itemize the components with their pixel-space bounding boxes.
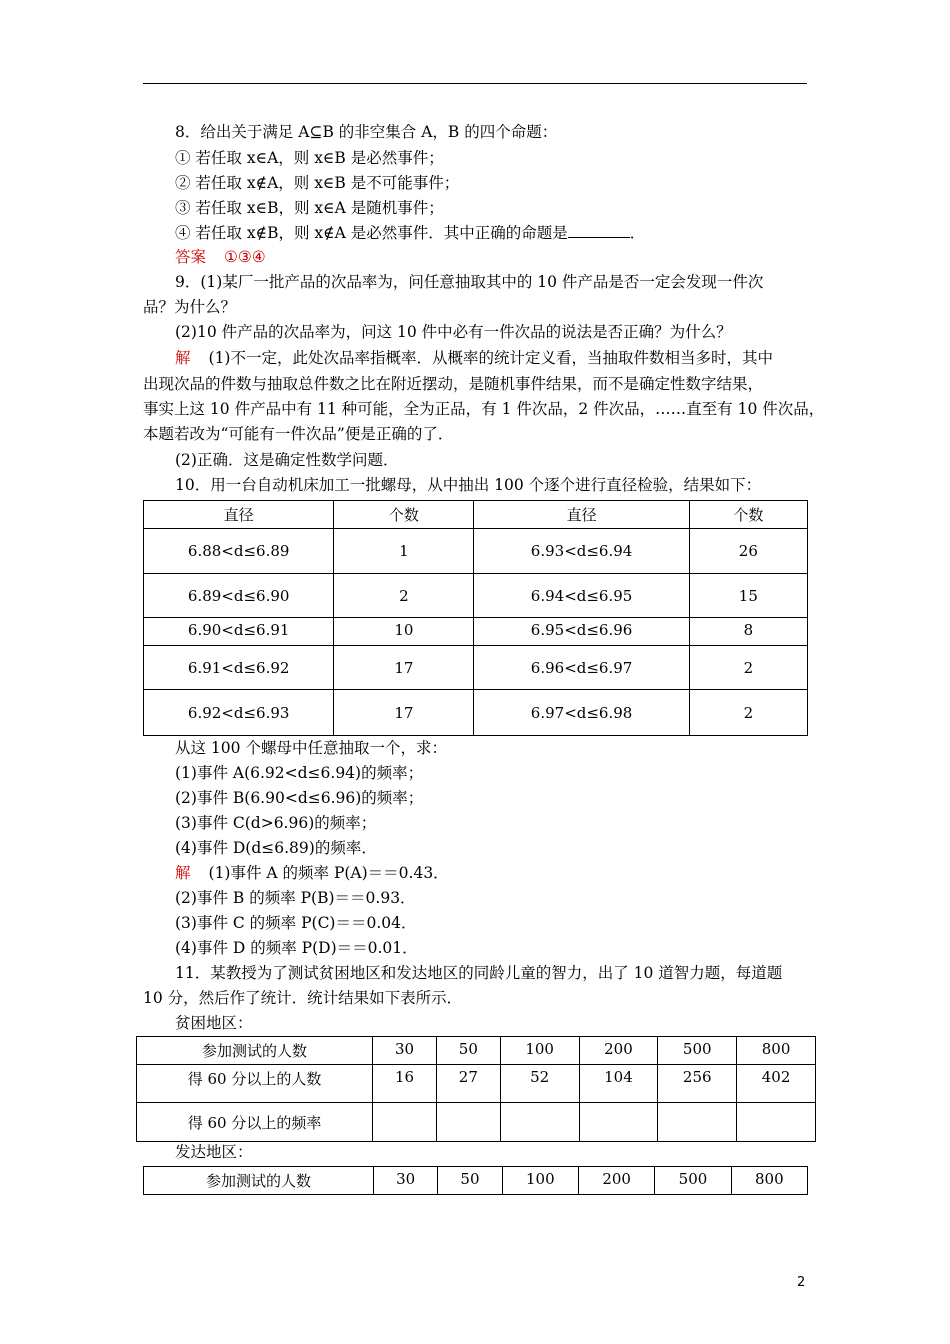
table-cell: 参加测试的人数 [144,1167,374,1195]
header-cell: 直径 [144,501,334,529]
table-cell: 8 [689,618,807,646]
table-cell: 100 [500,1037,579,1065]
table-cell: 30 [373,1167,437,1195]
q9-solution-part2: (2)正确．这是确定性数学问题． [175,451,399,469]
table-cell [373,1103,437,1142]
table-cell: 6.88<d≤6.89 [144,529,334,574]
q8-item-2: ② 若任取 x∉A，则 x∈B 是不可能事件； [175,174,460,192]
table-row [137,1103,816,1142]
diameter-table [143,500,808,736]
q9-solution-line1 [175,347,855,369]
q11-stem-line2: 10 分，然后作了统计．统计结果如下表所示． [143,989,463,1007]
table-cell: 16 [373,1065,437,1103]
q8-answer [175,246,855,268]
q10-part-3: (3)事件 C(d>6.96)的频率； [175,814,377,832]
table-row [144,618,808,646]
table-cell: 2 [689,646,807,690]
table-row [144,529,808,574]
table-cell: 256 [658,1065,737,1103]
table-cell: 6.94<d≤6.95 [474,574,689,618]
table-cell: 17 [334,646,474,690]
q9-stem-line1: 9．(1)某厂一批产品的次品率为，问任意抽取其中的 10 件产品是否一定会发现一件次 [175,273,764,291]
table-header-row [144,501,808,529]
table-cell: 200 [579,1037,658,1065]
q10-solution-3: (3)事件 C 的频率 P(C)＝＝0.04． [175,914,417,932]
table-cell: 6.95<d≤6.96 [474,618,689,646]
answer-blank [568,223,630,238]
table-cell: 500 [655,1167,731,1195]
table-cell: 27 [436,1065,500,1103]
rich-region-table [143,1166,808,1195]
q8-stem: 8．给出关于满足 A⊆B 的非空集合 A，B 的四个命题： [175,123,558,141]
table-cell: 50 [436,1037,500,1065]
table-cell: 6.97<d≤6.98 [474,690,689,736]
table-cell [658,1103,737,1142]
q10-solution-4: (4)事件 D 的频率 P(D)＝＝0.01． [175,939,418,957]
q10-stem: 10．用一台自动机床加工一批螺母，从中抽出 100 个逐个进行直径检验，结果如下： [175,476,762,494]
poor-region-label: 贫困地区： [175,1014,253,1032]
q10-solution-2: (2)事件 B 的频率 P(B)＝＝0.93． [175,889,416,907]
solution-label: 解 [175,864,191,882]
q8-item-4-line [175,222,855,244]
header-rule [143,83,807,84]
table-cell: 50 [438,1167,502,1195]
q10-part-1: (1)事件 A(6.92<d≤6.94)的频率； [175,764,424,782]
table-cell: 26 [689,529,807,574]
solution-label: 解 [175,349,191,367]
q8-item-3: ③ 若任取 x∈B，则 x∈A 是随机事件； [175,199,444,217]
table-cell: 500 [658,1037,737,1065]
table-cell [737,1103,816,1142]
table-cell: 得 60 分以上的人数 [137,1065,373,1103]
table-cell: 6.92<d≤6.93 [144,690,334,736]
table-row [137,1065,816,1103]
page-number: 2 [797,1275,806,1290]
table-cell: 17 [334,690,474,736]
table-cell: 2 [334,574,474,618]
answer-label: 答案 [175,248,207,266]
table-row [137,1037,816,1065]
q9-stem-part2: (2)10 件产品的次品率为，问这 10 件中必有一件次品的说法是否正确？为什么？ [175,323,732,341]
table-cell: 800 [731,1167,807,1195]
q9-stem-line2: 品？为什么？ [143,298,237,316]
header-cell: 个数 [689,501,807,529]
rich-region-label: 发达地区： [175,1143,253,1161]
table-cell: 10 [334,618,474,646]
table-cell: 6.90<d≤6.91 [144,618,334,646]
table-cell: 得 60 分以上的频率 [137,1103,373,1142]
table-cell: 800 [737,1037,816,1065]
table-cell: 52 [500,1065,579,1103]
table-row [144,574,808,618]
q10-solution-1-line [175,862,855,884]
table-cell: 402 [737,1065,816,1103]
table-row [144,690,808,736]
header-cell: 个数 [334,501,474,529]
q9-solution-line4: 本题若改为“可能有一件次品”便是正确的了． [143,425,454,443]
table-cell: 6.89<d≤6.90 [144,574,334,618]
q10-part-2: (2)事件 B(6.90<d≤6.96)的频率； [175,789,424,807]
table-cell: 6.91<d≤6.92 [144,646,334,690]
q8-item-4: ④ 若任取 x∉B，则 x∉A 是必然事件．其中正确的命题是 [175,224,568,242]
table-cell: 200 [578,1167,654,1195]
table-cell: 30 [373,1037,437,1065]
table-cell: 15 [689,574,807,618]
table-cell: 6.93<d≤6.94 [474,529,689,574]
table-cell [500,1103,579,1142]
table-cell: 104 [579,1065,658,1103]
table-cell: 2 [689,690,807,736]
table-cell: 参加测试的人数 [137,1037,373,1065]
q10-solution-1: (1)事件 A 的频率 P(A)＝＝0.43． [208,864,449,882]
table-cell: 1 [334,529,474,574]
answer-value: ①③④ [224,248,266,266]
q9-solution-text-1: (1)不一定，此处次品率指概率．从概率的统计定义看，当抽取件数相当多时，其中 [208,349,773,367]
q11-stem-line1: 11．某教授为了测试贫困地区和发达地区的同龄儿童的智力，出了 10 道智力题，每道题 [175,964,783,982]
q8-item-1: ① 若任取 x∈A，则 x∈B 是必然事件； [175,149,444,167]
q9-solution-line3: 事实上这 10 件产品中有 11 种可能，全为正品，有 1 件次品，2 件次品，……直至有 10 件次品， [143,400,825,418]
poor-region-table [136,1036,816,1142]
table-row [144,1167,808,1195]
q10-part-4: (4)事件 D(d≤6.89)的频率． [175,839,377,857]
q9-solution-line2: 出现次品的件数与抽取总件数之比在附近摆动，是随机事件结果，而不是确定性数字结果， [143,375,764,393]
header-cell: 直径 [474,501,689,529]
table-cell: 100 [502,1167,578,1195]
q8-item-4-end: ． [629,224,646,242]
table-cell: 6.96<d≤6.97 [474,646,689,690]
q10-ask: 从这 100 个螺母中任意抽取一个，求： [175,739,447,757]
table-row [144,646,808,690]
table-cell [436,1103,500,1142]
table-cell [579,1103,658,1142]
